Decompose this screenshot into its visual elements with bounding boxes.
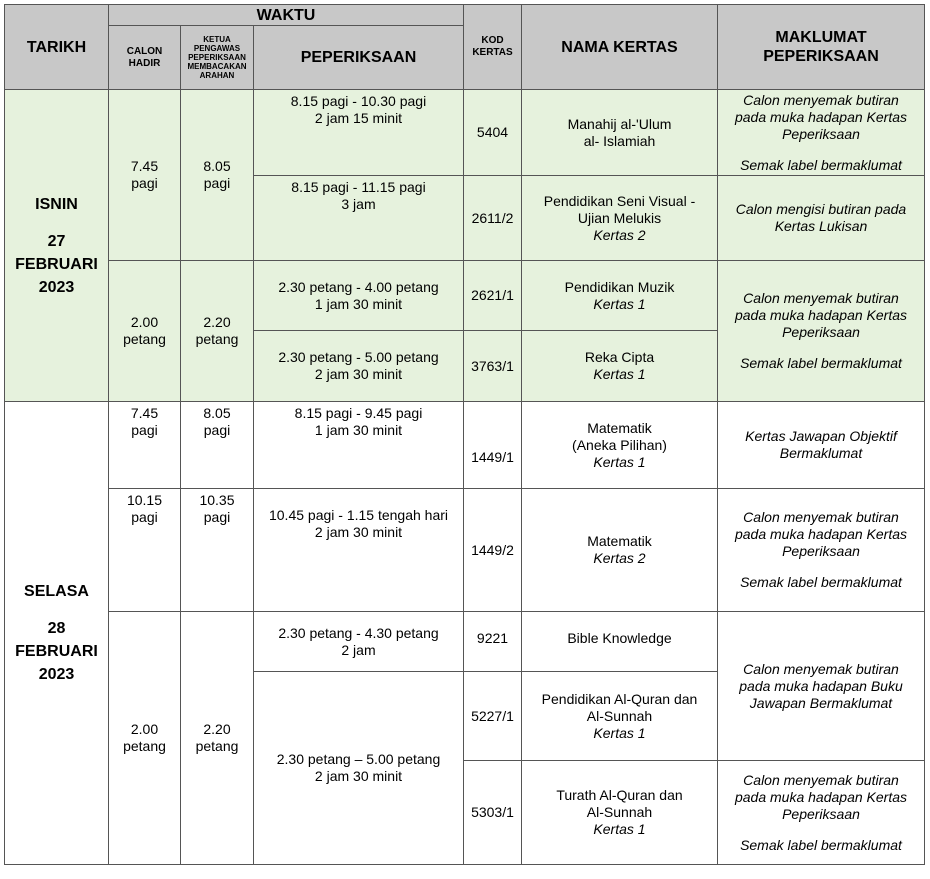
maklumat-info: Calon mengisi butiran pada Kertas Lukisan	[718, 176, 925, 261]
maklumat-info: Kertas Jawapan Objektif Bermaklumat	[718, 402, 925, 489]
ketua-time: 8.05 pagi	[181, 90, 254, 261]
kod-kertas: 1449/1	[464, 402, 522, 489]
exam-time: 8.15 pagi - 9.45 pagi 1 jam 30 minit	[254, 402, 464, 489]
maklumat-info: Calon menyemak butiran pada muka hadapan Kertas Peperiksaan Semak label bermaklumat	[718, 489, 925, 612]
calon-hadir-time: 7.45 pagi	[109, 90, 181, 261]
exam-time: 2.30 petang – 5.00 petang 2 jam 30 minit	[254, 672, 464, 865]
kod-kertas: 3763/1	[464, 331, 522, 402]
header-nama-kertas: NAMA KERTAS	[522, 5, 718, 90]
ketua-time: 8.05 pagi	[181, 402, 254, 489]
calon-hadir-time: 10.15 pagi	[109, 489, 181, 612]
nama-kertas: Pendidikan Al-Quran dan Al-Sunnah Kertas 1	[522, 672, 718, 761]
exam-schedule-table	[4, 4, 925, 865]
maklumat-info: Calon menyemak butiran pada muka hadapan Kertas Peperiksaan Semak label bermaklumat	[718, 261, 925, 402]
nama-kertas: Matematik (Aneka Pilihan) Kertas 1	[522, 402, 718, 489]
ketua-time: 2.20 petang	[181, 612, 254, 865]
nama-kertas: Bible Knowledge	[522, 612, 718, 672]
kod-kertas: 2621/1	[464, 261, 522, 331]
calon-hadir-time: 2.00 petang	[109, 612, 181, 865]
kod-kertas: 1449/2	[464, 489, 522, 612]
exam-time: 2.30 petang - 4.00 petang 1 jam 30 minit	[254, 261, 464, 331]
nama-kertas: Manahij al-'Ulum al- Islamiah	[522, 90, 718, 176]
kod-kertas: 2611/2	[464, 176, 522, 261]
maklumat-info: Calon menyemak butiran pada muka hadapan Buku Jawapan Bermaklumat	[718, 612, 925, 761]
header-ketua-pengawas: KETUA PENGAWAS PEPERIKSAAN MEMBACAKAN ARAHAN	[181, 26, 254, 90]
calon-hadir-time: 7.45 pagi	[109, 402, 181, 489]
header-kod-kertas: KOD KERTAS	[464, 5, 522, 90]
exam-time: 10.45 pagi - 1.15 tengah hari 2 jam 30 minit	[254, 489, 464, 612]
kod-kertas: 5404	[464, 90, 522, 176]
nama-kertas: Pendidikan Seni Visual - Ujian Melukis Kertas 2	[522, 176, 718, 261]
header-calon-hadir: CALON HADIR	[109, 26, 181, 90]
ketua-time: 2.20 petang	[181, 261, 254, 402]
calon-hadir-time: 2.00 petang	[109, 261, 181, 402]
nama-kertas: Turath Al-Quran dan Al-Sunnah Kertas 1	[522, 761, 718, 865]
exam-time: 2.30 petang - 5.00 petang 2 jam 30 minit	[254, 331, 464, 402]
exam-time: 2.30 petang - 4.30 petang 2 jam	[254, 612, 464, 672]
ketua-time: 10.35 pagi	[181, 489, 254, 612]
kod-kertas: 5303/1	[464, 761, 522, 865]
kod-kertas: 9221	[464, 612, 522, 672]
header-tarikh: TARIKH	[5, 5, 109, 90]
maklumat-info: Calon menyemak butiran pada muka hadapan Kertas Peperiksaan Semak label bermaklumat	[718, 761, 925, 865]
header-waktu: WAKTU	[109, 5, 464, 26]
day-cell-isnin: ISNIN 27 FEBRUARI 2023	[5, 90, 109, 402]
nama-kertas: Matematik Kertas 2	[522, 489, 718, 612]
exam-time: 8.15 pagi - 11.15 pagi 3 jam	[254, 176, 464, 261]
nama-kertas: Pendidikan Muzik Kertas 1	[522, 261, 718, 331]
day-cell-selasa: SELASA 28 FEBRUARI 2023	[5, 402, 109, 865]
header-peperiksaan: PEPERIKSAAN	[254, 26, 464, 90]
kod-kertas: 5227/1	[464, 672, 522, 761]
exam-time: 8.15 pagi - 10.30 pagi 2 jam 15 minit	[254, 90, 464, 176]
header-maklumat: MAKLUMAT PEPERIKSAAN	[718, 5, 925, 90]
nama-kertas: Reka Cipta Kertas 1	[522, 331, 718, 402]
maklumat-info: Calon menyemak butiran pada muka hadapan Kertas Peperiksaan Semak label bermaklumat	[718, 90, 925, 176]
